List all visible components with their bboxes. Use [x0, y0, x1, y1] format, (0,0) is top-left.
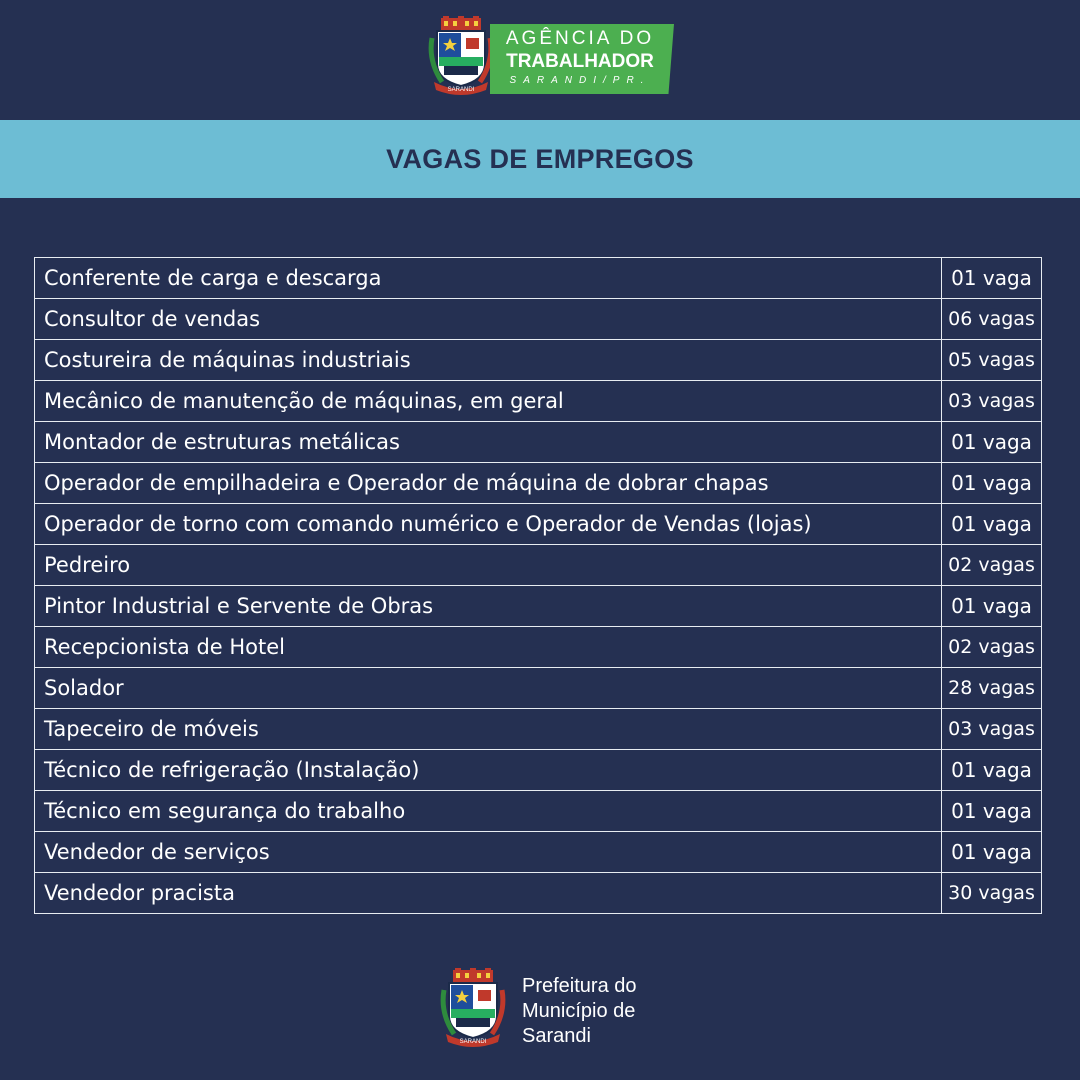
table-row: [35, 545, 1042, 586]
job-count-cell: 01 vaga: [942, 258, 1042, 299]
job-count-cell: 01 vaga: [942, 791, 1042, 832]
table-row: [35, 299, 1042, 340]
job-count-cell: 01 vaga: [942, 504, 1042, 545]
table-row: [35, 750, 1042, 791]
agency-logo-line3: SARANDI/PR.: [509, 75, 651, 86]
page-title: VAGAS DE EMPREGOS: [386, 143, 694, 174]
job-title-cell: Técnico em segurança do trabalho: [35, 791, 942, 832]
job-count-cell: 30 vagas: [942, 873, 1042, 914]
job-title-cell: Pintor Industrial e Servente de Obras: [35, 586, 942, 627]
job-title-cell: Mecânico de manutenção de máquinas, em geral: [35, 381, 942, 422]
table-row: [35, 873, 1042, 914]
prefeitura-line1: Prefeitura do: [522, 975, 637, 997]
job-count-cell: 03 vagas: [942, 709, 1042, 750]
agency-logo-line1: AGÊNCIA DO: [505, 28, 655, 49]
job-count-cell: 02 vagas: [942, 627, 1042, 668]
prefeitura-line3: Sarandi: [522, 1025, 591, 1047]
job-title-cell: Tapeceiro de móveis: [35, 709, 942, 750]
job-title-cell: Conferente de carga e descarga: [35, 258, 942, 299]
jobs-table: [34, 257, 1042, 914]
prefeitura-logo: [440, 968, 670, 1050]
table-row: [35, 463, 1042, 504]
table-row: [35, 422, 1042, 463]
crest-ribbon-text: SARANDI: [447, 87, 475, 93]
table-row: [35, 709, 1042, 750]
job-title-cell: Montador de estruturas metálicas: [35, 422, 942, 463]
prefeitura-line2: Município de: [522, 1000, 636, 1022]
table-row: [35, 668, 1042, 709]
job-title-cell: Vendedor de serviços: [35, 832, 942, 873]
job-count-cell: 01 vaga: [942, 422, 1042, 463]
job-title-cell: Operador de empilhadeira e Operador de máquina de dobrar chapas: [35, 463, 942, 504]
table-row: [35, 340, 1042, 381]
table-row: [35, 258, 1042, 299]
job-count-cell: 01 vaga: [942, 750, 1042, 791]
prefeitura-name: [522, 974, 637, 1049]
sarandi-crest-icon: [440, 968, 506, 1048]
job-count-cell: 01 vaga: [942, 463, 1042, 504]
table-row: [35, 791, 1042, 832]
job-count-cell: 01 vaga: [942, 586, 1042, 627]
table-row: [35, 627, 1042, 668]
job-title-cell: Técnico de refrigeração (Instalação): [35, 750, 942, 791]
job-title-cell: Costureira de máquinas industriais: [35, 340, 942, 381]
jobs-table-body: [35, 258, 1042, 914]
job-count-cell: 06 vagas: [942, 299, 1042, 340]
table-row: [35, 832, 1042, 873]
agency-logo-line2: TRABALHADOR: [506, 51, 654, 72]
sarandi-crest-icon: [428, 16, 494, 96]
title-band: [0, 120, 1080, 198]
job-count-cell: 02 vagas: [942, 545, 1042, 586]
job-count-cell: 01 vaga: [942, 832, 1042, 873]
job-title-cell: Vendedor pracista: [35, 873, 942, 914]
agencia-trabalhador-logo: [426, 16, 676, 98]
table-row: [35, 381, 1042, 422]
job-title-cell: Solador: [35, 668, 942, 709]
table-row: [35, 586, 1042, 627]
crest-ribbon-text: SARANDI: [459, 1039, 487, 1045]
job-count-cell: 05 vagas: [942, 340, 1042, 381]
job-count-cell: 03 vagas: [942, 381, 1042, 422]
job-title-cell: Recepcionista de Hotel: [35, 627, 942, 668]
table-row: [35, 504, 1042, 545]
job-title-cell: Consultor de vendas: [35, 299, 942, 340]
job-title-cell: Pedreiro: [35, 545, 942, 586]
job-title-cell: Operador de torno com comando numérico e Operador de Vendas (lojas): [35, 504, 942, 545]
job-count-cell: 28 vagas: [942, 668, 1042, 709]
